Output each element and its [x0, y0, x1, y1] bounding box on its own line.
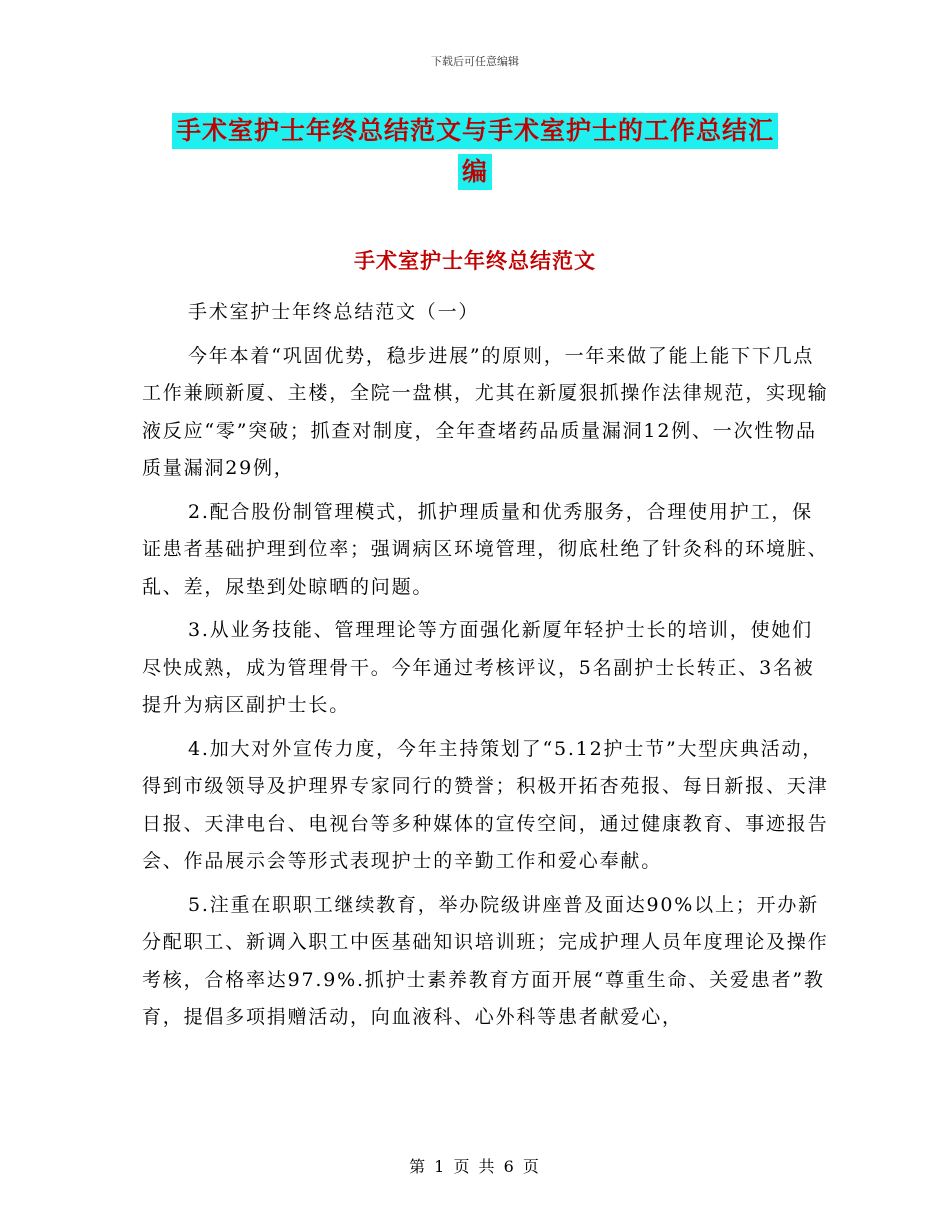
title-line-2: 编 — [458, 154, 492, 190]
paragraph-subtitle: 手术室护士年终总结范文（一） — [188, 301, 480, 323]
paragraph-4: 4.加大对外宣传力度，今年主持策划了“5.12护士节”大型庆典活动，得到市级领导及护理界专家同行的赞誉；积极开拓杏苑报、每日新报、天津日报、天津电台、电视台等多种媒体的宣传空间，通过健康教育、事迹报告会、作品展示会等形式表现护士的辛勤工作和爱心奉献。 — [142, 737, 829, 872]
section-heading: 手术室护士年终总结范文 — [354, 248, 596, 273]
document-body — [142, 294, 832, 1037]
paragraph-2: 2.配合股份制管理模式，抓护理质量和优秀服务，合理使用护工，保证患者基础护理到位率；强调病区环境管理，彻底杜绝了针灸科的环境脏、乱、差，尿垫到处晾晒的问题。 — [142, 500, 829, 598]
paragraph-1: 今年本着“巩固优势，稳步进展”的原则，一年来做了能上能下下几点工作兼顾新厦、主楼，全院一盘棋，尤其在新厦狠抓操作法律规范，实现输液反应“零”突破；抓查对制度，全年查堵药品质量漏洞12例、一次性物品质量漏洞29例， — [142, 344, 829, 479]
page-indicator: 第 1 页 共 6 页 — [409, 1157, 541, 1176]
paragraph-5: 5.注重在职职工继续教育，举办院级讲座普及面达90%以上；开办新分配职工、新调入职工中医基础知识培训班；完成护理人员年度理论及操作考核，合格率达97.9%.抓护士素养教育方面开展“尊重生命、关爱患者”教育，提倡多项捐赠活动，向血液科、心外科等患者献爱心， — [142, 893, 829, 1028]
header-note: 下载后可任意编辑 — [431, 55, 519, 68]
document-title — [0, 113, 950, 190]
title-line-1: 手术室护士年终总结范文与手术室护士的工作总结汇 — [172, 113, 778, 149]
paragraph-3: 3.从业务技能、管理理论等方面强化新厦年轻护士长的培训，使她们尽快成熟，成为管理骨干。今年通过考核评议，5名副护士长转正、3名被提升为病区副护士长。 — [142, 619, 815, 716]
